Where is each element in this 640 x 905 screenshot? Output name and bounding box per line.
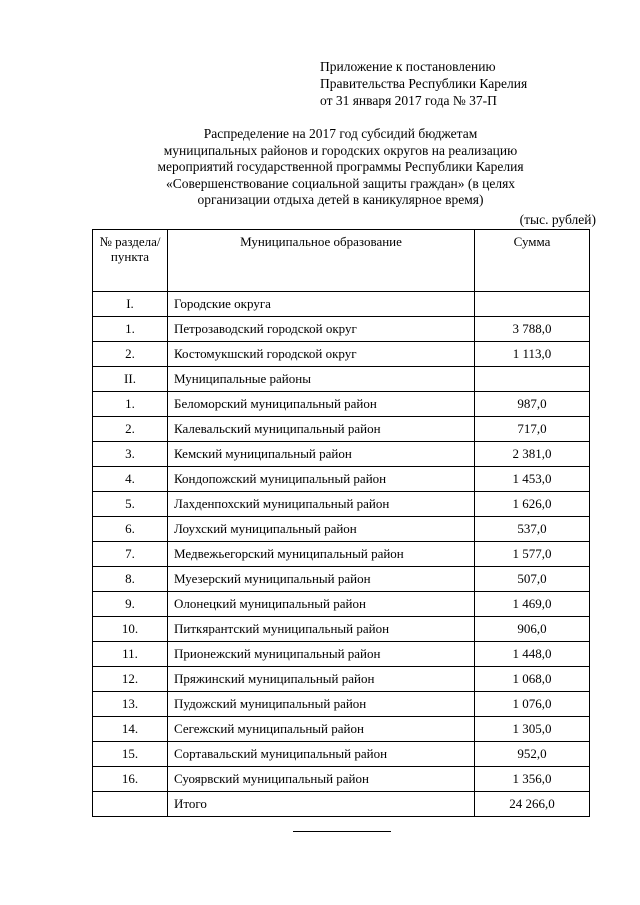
row-municipality: Городские округа — [168, 292, 475, 317]
row-amount: 2 381,0 — [475, 442, 590, 467]
row-amount: 1 356,0 — [475, 767, 590, 792]
row-municipality: Прионежский муниципальный район — [168, 642, 475, 667]
row-amount: 507,0 — [475, 567, 590, 592]
title-line: «Совершенствование социальной защиты граждан» (в целях — [165, 175, 516, 191]
row-number: 15. — [93, 742, 168, 767]
table-row — [93, 692, 590, 717]
row-number: 2. — [93, 417, 168, 442]
row-amount — [475, 367, 590, 392]
row-number: 10. — [93, 617, 168, 642]
row-number: 8. — [93, 567, 168, 592]
table-row — [93, 617, 590, 642]
row-amount: 24 266,0 — [475, 792, 590, 817]
row-number: 1. — [93, 392, 168, 417]
table-row — [93, 542, 590, 567]
table-row — [93, 392, 590, 417]
row-number: 5. — [93, 492, 168, 517]
row-amount: 1 448,0 — [475, 642, 590, 667]
row-number: 12. — [93, 667, 168, 692]
row-municipality: Костомукшский городской округ — [168, 342, 475, 367]
row-number: 4. — [93, 467, 168, 492]
approval-line: Правительства Республики Карелия — [320, 76, 528, 91]
table-row — [93, 442, 590, 467]
row-number: II. — [93, 367, 168, 392]
table-row — [93, 292, 590, 317]
table-row — [93, 417, 590, 442]
row-municipality: Кондопожский муниципальный район — [168, 467, 475, 492]
table-row — [93, 317, 590, 342]
row-number: 3. — [93, 442, 168, 467]
row-number: 13. — [93, 692, 168, 717]
table-row — [93, 792, 590, 817]
table-row — [93, 592, 590, 617]
closing-rule — [293, 831, 391, 832]
row-amount: 1 305,0 — [475, 717, 590, 742]
row-number: I. — [93, 292, 168, 317]
header-num: № раздела/ пункта — [93, 230, 168, 292]
row-amount: 3 788,0 — [475, 317, 590, 342]
row-municipality: Беломорский муниципальный район — [168, 392, 475, 417]
row-amount: 717,0 — [475, 417, 590, 442]
row-municipality: Пудожский муниципальный район — [168, 692, 475, 717]
row-municipality: Итого — [168, 792, 475, 817]
row-amount: 906,0 — [475, 617, 590, 642]
title-line: организации отдыха детей в каникулярное время) — [197, 192, 484, 207]
table-row — [93, 667, 590, 692]
row-amount: 537,0 — [475, 517, 590, 542]
header-amount: Сумма — [475, 230, 590, 292]
row-municipality: Сортавальский муниципальный район — [168, 742, 475, 767]
row-number: 2. — [93, 342, 168, 367]
row-municipality: Олонецкий муниципальный район — [168, 592, 475, 617]
row-number — [93, 792, 168, 817]
row-number: 1. — [93, 317, 168, 342]
row-number: 11. — [93, 642, 168, 667]
row-amount: 1 076,0 — [475, 692, 590, 717]
row-municipality: Пряжинский муниципальный район — [168, 667, 475, 692]
title-line: мероприятий государственной программы Республики Карелия — [157, 159, 524, 174]
row-amount: 952,0 — [475, 742, 590, 767]
row-amount: 1 577,0 — [475, 542, 590, 567]
document-title — [92, 126, 589, 209]
table-row — [93, 367, 590, 392]
row-municipality: Медвежьегорский муниципальный район — [168, 542, 475, 567]
row-municipality: Кемский муниципальный район — [168, 442, 475, 467]
row-amount: 1 113,0 — [475, 342, 590, 367]
row-municipality: Муниципальные районы — [168, 367, 475, 392]
row-municipality: Лахденпохский муниципальный район — [168, 492, 475, 517]
row-amount: 1 453,0 — [475, 467, 590, 492]
table-row — [93, 642, 590, 667]
table-row — [93, 492, 590, 517]
row-amount — [475, 292, 590, 317]
table-header-row — [93, 230, 590, 292]
row-municipality: Лоухский муниципальный район — [168, 517, 475, 542]
row-amount: 987,0 — [475, 392, 590, 417]
row-amount: 1 626,0 — [475, 492, 590, 517]
units-label: (тыс. рублей) — [519, 212, 596, 227]
distribution-table — [92, 229, 590, 817]
table-row — [93, 742, 590, 767]
row-number: 6. — [93, 517, 168, 542]
row-municipality: Петрозаводский городской округ — [168, 317, 475, 342]
header-name: Муниципальное образование — [168, 230, 475, 292]
approval-line: от 31 января 2017 года № 37-П — [320, 93, 497, 108]
row-number: 16. — [93, 767, 168, 792]
row-municipality: Муезерский муниципальный район — [168, 567, 475, 592]
row-number: 14. — [93, 717, 168, 742]
row-municipality: Калевальский муниципальный район — [168, 417, 475, 442]
table-row — [93, 767, 590, 792]
approval-block — [320, 58, 527, 109]
row-number: 7. — [93, 542, 168, 567]
row-amount: 1 469,0 — [475, 592, 590, 617]
title-line: муниципальных районов и городских округов на реализацию — [163, 142, 518, 158]
table-row — [93, 342, 590, 367]
table-row — [93, 567, 590, 592]
row-municipality: Сегежский муниципальный район — [168, 717, 475, 742]
table-row — [93, 517, 590, 542]
table-row — [93, 717, 590, 742]
row-amount: 1 068,0 — [475, 667, 590, 692]
title-line: Распределение на 2017 год субсидий бюджетам — [203, 126, 478, 141]
approval-line: Приложение к постановлению — [320, 59, 496, 74]
row-municipality: Суоярвский муниципальный район — [168, 767, 475, 792]
table-row — [93, 467, 590, 492]
row-number: 9. — [93, 592, 168, 617]
row-municipality: Питкярантский муниципальный район — [168, 617, 475, 642]
